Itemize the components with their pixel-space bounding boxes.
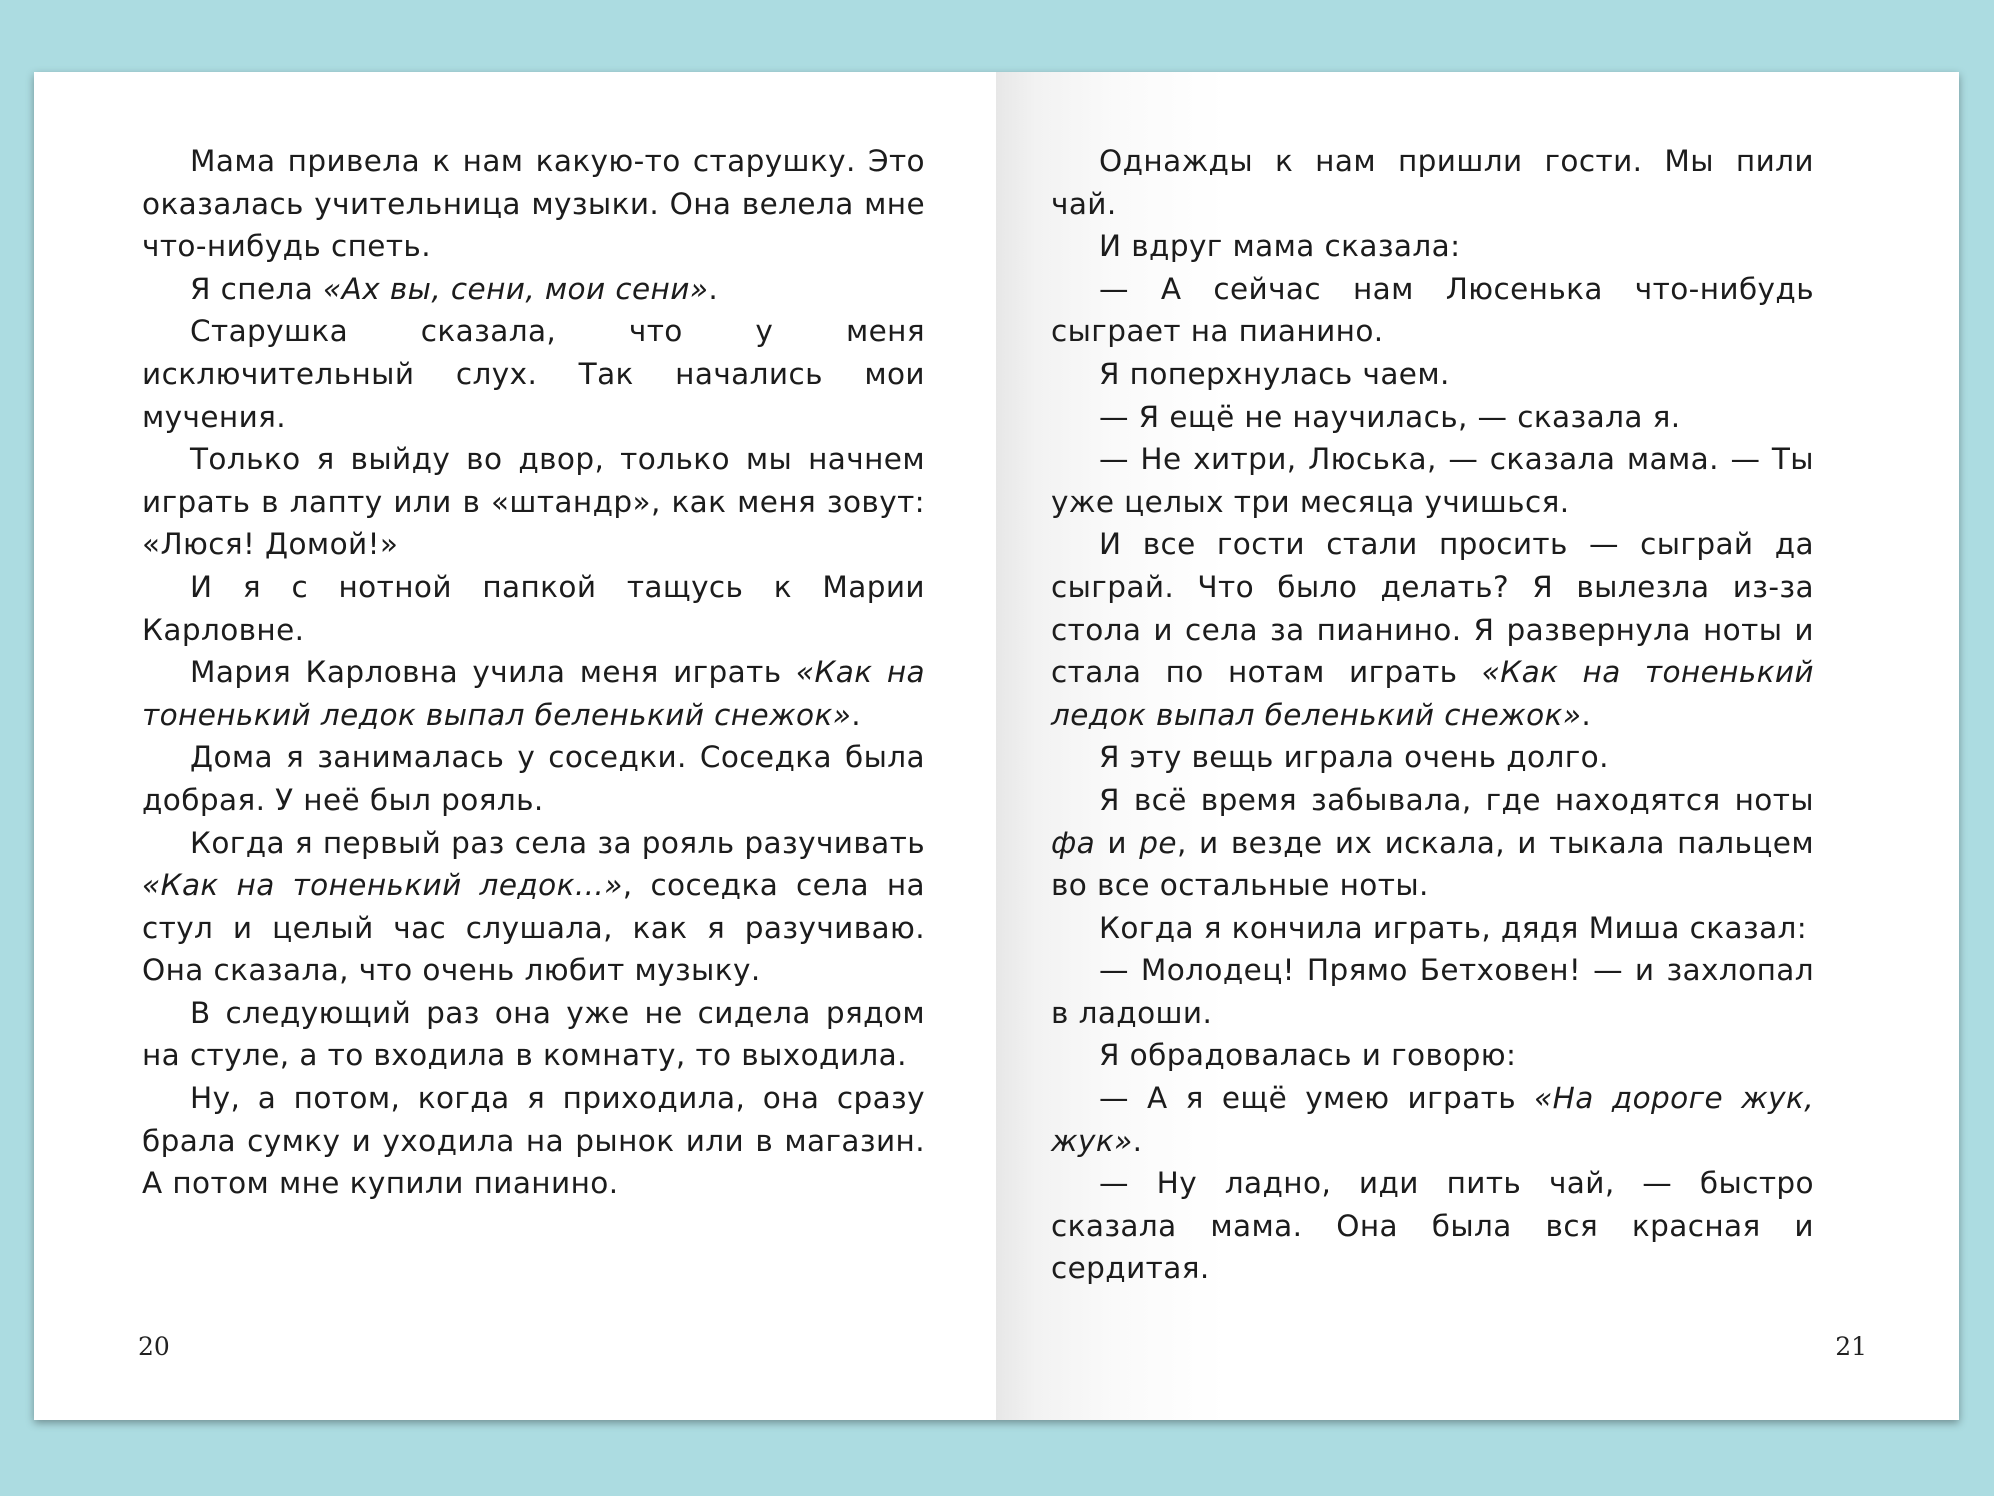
paragraph: Дома я занималась у соседки. Соседка была добрая. У неё был рояль. [142,740,925,817]
paragraph: Я эту вещь играла очень долго. [1099,740,1609,775]
left-page-text [142,140,925,1205]
paragraph: Мария Карловна учила меня играть «Как на тоненький ледок выпал беленький снежок». [142,655,925,732]
italic-quote: ре [1139,825,1177,860]
paragraph: Я поперхнулась чаем. [1099,356,1450,391]
italic-quote: «Как на тоненький ледок выпал беленький снежок» [142,655,925,732]
paragraph: В следующий раз она уже не сидела рядом на стуле, а то входила в комнату, то выходила. [142,995,925,1073]
book-spread [34,72,1959,1420]
right-page [996,72,1959,1420]
italic-quote: «Как на тоненький ледок выпал беленький снежок» [1051,655,1814,732]
paragraph: — Я ещё не научилась, — сказала я. [1099,399,1681,434]
paragraph: И вдруг мама сказала: [1099,229,1461,264]
page-number-right: 21 [1835,1332,1867,1361]
italic-quote: «На дороге жук, жук» [1051,1081,1814,1158]
italic-quote: фа [1051,825,1096,860]
paragraph: Я всё время забывала, где находятся ноты фа и ре, и везде их искала, и тыкала пальцем во все остальные ноты. [1051,782,1814,903]
page-number-left: 20 [138,1332,170,1361]
paragraph: Ну, а потом, когда я приходила, она сразу брала сумку и уходила на рынок или в магазин. А потом мне купили пианино. [142,1081,925,1201]
paragraph: И все гости стали просить — сыграй да сыграй. Что было делать? Я вылезла из-за стола и села за пианино. Я развернула ноты и стала по нотам играть «Как на тоненький ледок выпал беленький снежок». [1051,527,1814,732]
paragraph: — Не хитри, Люська, — сказала мама. — Ты уже целых три месяца учишься. [1051,442,1814,519]
left-page [34,72,996,1420]
paragraph: Я спела «Ах вы, сени, мои сени». [190,271,719,306]
paragraph: Старушка сказала, что у меня исключительный слух. Так начались мои мучения. [142,314,925,434]
paragraph: Однажды к нам пришли гости. Мы пили чай. [1051,144,1814,221]
paragraph: — Ну ладно, иди пить чай, — быстро сказала мама. Она была вся красная и сердитая. [1051,1166,1814,1286]
italic-quote: «Как на тоненький ледок...» [142,868,623,903]
paragraph: — А сейчас нам Люсенька что-нибудь сыграет на пианино. [1051,271,1814,349]
paragraph: Я обрадовалась и говорю: [1099,1038,1517,1073]
italic-quote: «Ах вы, сени, мои сени» [323,271,709,306]
paragraph: Когда я кончила играть, дядя Миша сказал: [1099,910,1808,945]
paragraph: — Молодец! Прямо Бетховен! — и захлопал в ладоши. [1051,953,1814,1030]
paragraph: Только я выйду во двор, только мы начнем играть в лапту или в «штандр», как меня зовут: «Люся! Домой!» [142,442,925,562]
paragraph: — А я ещё умею играть «На дороге жук, жук». [1051,1081,1814,1158]
paragraph: И я с нотной папкой тащусь к Марии Карловне. [142,569,925,647]
paragraph: Мама привела к нам какую-то старушку. Это оказалась учительница музыки. Она велела мне что-нибудь спеть. [142,144,925,264]
paragraph: Когда я первый раз села за рояль разучивать «Как на тоненький ледок...», соседка села на стул и целый час слушала, как я разучиваю. Она сказала, что очень любит музыку. [142,825,925,988]
right-page-text [1051,140,1814,1290]
